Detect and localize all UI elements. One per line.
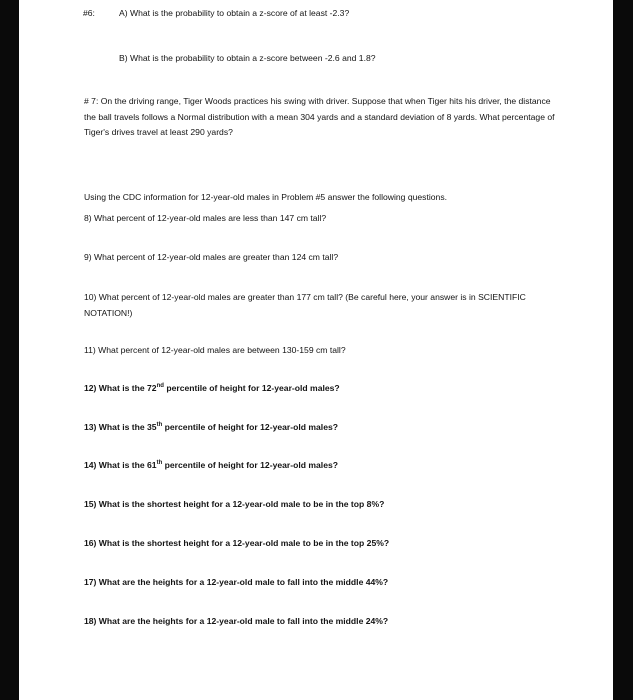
question-11: 11) What percent of 12-year-old males are between 130-159 cm tall? — [84, 345, 346, 355]
question-16: 16) What is the shortest height for a 12-year-old male to be in the top 25%? — [84, 538, 390, 548]
worksheet-page — [19, 0, 613, 700]
question-8: 8) What percent of 12-year-old males are less than 147 cm tall? — [84, 213, 327, 223]
problem-6-number: #6: — [83, 8, 95, 18]
problem-6-part-b: B) What is the probability to obtain a z-score between -2.6 and 1.8? — [119, 53, 376, 63]
cdc-intro: Using the CDC information for 12-year-old males in Problem #5 answer the following questions. — [84, 192, 448, 202]
question-9: 9) What percent of 12-year-old males are greater than 124 cm tall? — [84, 252, 339, 262]
question-13: 13) What is the 35th percentile of height for 12-year-old males? — [84, 422, 339, 432]
question-18: 18) What are the heights for a 12-year-old male to fall into the middle 24%? — [84, 616, 389, 626]
question-14: 14) What is the 61th percentile of height for 12-year-old males? — [84, 460, 339, 470]
question-10: 10) What percent of 12-year-old males are greater than 177 cm tall? (Be careful here, your answer is in SCIENTIFIC NOTATION!) — [84, 292, 526, 318]
question-17: 17) What are the heights for a 12-year-old male to fall into the middle 44%? — [84, 577, 389, 587]
problem-6-part-a: A) What is the probability to obtain a z-score of at least -2.3? — [119, 8, 350, 18]
problem-7-text: # 7: On the driving range, Tiger Woods practices his swing with driver. Suppose that when Tiger hits his driver, the distance the ball travels follows a Normal distribution with a mean 304 yards and a standard deviation of 8 yards. What percentage of Tiger's drives travel at least 290 yards? — [84, 96, 555, 137]
question-15: 15) What is the shortest height for a 12-year-old male to be in the top 8%? — [84, 499, 385, 509]
question-12: 12) What is the 72nd percentile of height for 12-year-old males? — [84, 383, 340, 393]
